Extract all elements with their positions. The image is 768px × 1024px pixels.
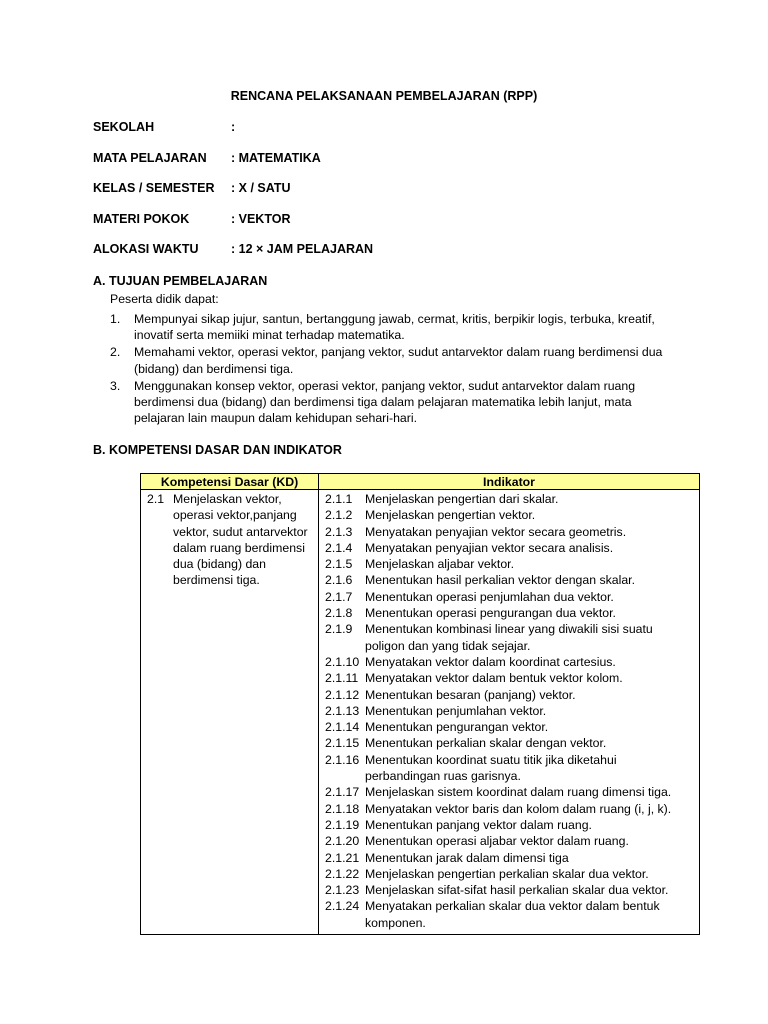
- kd-table: [140, 473, 700, 935]
- indicator-text: Menyatakan vektor baris dan kolom dalam ruang (i, j, k).: [365, 801, 672, 816]
- meta-value: : X / SATU: [231, 181, 291, 195]
- indicator-text: Menentukan hasil perkalian vektor dengan skalar.: [365, 573, 636, 588]
- section-b-heading: B. KOMPETENSI DASAR DAN INDIKATOR: [93, 443, 342, 457]
- indicator-text: Menentukan penjumlahan vektor.: [365, 703, 547, 718]
- page-title: RENCANA PELAKSANAAN PEMBELAJARAN (RPP): [230, 89, 538, 103]
- indicator-number: 2.1.19: [325, 817, 360, 832]
- indicator-item: [325, 833, 695, 849]
- indicator-number: 2.1.2: [325, 508, 353, 523]
- kd-item: [147, 491, 314, 589]
- indicator-item: [325, 556, 695, 572]
- table-row: [141, 490, 700, 935]
- indicator-number: 2.1.24: [325, 899, 360, 914]
- kd-text: Menjelaskan vektor, operasi vektor,panjang vektor, sudut antarvektor dalam ruang berdimensi dua (bidang) dan berdimensi tiga.: [173, 492, 308, 588]
- indicator-text: Menjelaskan pengertian dari skalar.: [365, 492, 559, 506]
- indicator-item: [325, 866, 695, 882]
- list-item-text: Mempunyai sikap jujur, santun, bertanggung jawab, cermat, kritis, berpikir logis, terbuka, kreatif, inovatif serta memiiki minat terhadap matematika.: [134, 312, 655, 343]
- indicator-item: [325, 817, 695, 833]
- indicator-number: 2.1.18: [325, 801, 360, 816]
- indicator-text: Menjelaskan pengertian perkalian skalar dua vektor.: [365, 866, 649, 881]
- indicator-number: 2.1.23: [325, 883, 360, 898]
- goals-list: [110, 311, 670, 427]
- indicator-number: 2.1.22: [325, 866, 360, 881]
- indicator-item: [325, 703, 695, 719]
- indicator-number: 2.1.13: [325, 703, 360, 718]
- indicator-item: [325, 735, 695, 751]
- indicator-number: 2.1.14: [325, 720, 360, 735]
- meta-label: SEKOLAH: [93, 120, 155, 134]
- indicator-item: [325, 507, 695, 523]
- section-a-intro: Peserta didik dapat:: [110, 292, 219, 306]
- indicator-cell: [319, 490, 700, 935]
- indicator-number: 2.1.16: [325, 752, 360, 767]
- list-item-number: 3.: [110, 378, 121, 393]
- indicator-number: 2.1.11: [325, 671, 359, 686]
- indicator-text: Menyatakan penyajian vektor secara geometris.: [365, 524, 627, 539]
- indicator-text: Menjelaskan sifat-sifat hasil perkalian skalar dua vektor.: [365, 883, 669, 898]
- indicator-item: [325, 540, 695, 556]
- indicator-number: 2.1.12: [325, 687, 360, 702]
- indicator-item: [325, 491, 695, 507]
- list-item: [110, 311, 670, 343]
- indicator-text: Menyatakan vektor dalam koordinat cartesius.: [365, 654, 616, 669]
- meta-value: : MATEMATIKA: [231, 151, 321, 165]
- indicator-item: [325, 670, 695, 686]
- indicator-text: Menentukan perkalian skalar dengan vektor.: [365, 736, 607, 751]
- indicator-item: [325, 621, 695, 654]
- indicator-text: Menentukan besaran (panjang) vektor.: [365, 687, 576, 702]
- indicator-item: [325, 784, 695, 800]
- indicator-item: [325, 687, 695, 703]
- kd-cell: [141, 490, 319, 935]
- list-item: [110, 378, 670, 427]
- indicator-text: Menyatakan perkalian skalar dua vektor dalam bentuk komponen.: [365, 899, 660, 930]
- indicator-text: Menentukan koordinat suatu titik jika diketahui perbandingan ruas garisnya.: [365, 752, 617, 784]
- meta-label: KELAS / SEMESTER: [93, 181, 215, 195]
- indicator-item: [325, 589, 695, 605]
- indicator-number: 2.1.8: [325, 606, 353, 621]
- indicator-item: [325, 654, 695, 670]
- indicator-text: Menentukan operasi aljabar vektor dalam ruang.: [365, 834, 629, 849]
- indicator-item: [325, 882, 695, 898]
- list-item-number: 2.: [110, 345, 121, 360]
- indicator-item: [325, 801, 695, 817]
- list-item: [110, 344, 670, 376]
- indicator-number: 2.1.7: [325, 589, 353, 604]
- indicator-text: Menentukan pengurangan vektor.: [365, 720, 549, 735]
- indicator-item: [325, 524, 695, 540]
- indicator-number: 2.1.1: [325, 492, 353, 506]
- indicator-number: 2.1.9: [325, 622, 353, 637]
- indicator-text: Menentukan kombinasi linear yang diwakili sisi suatu poligon dan yang tidak sejajar.: [365, 622, 653, 653]
- meta-label: MATA PELAJARAN: [93, 151, 207, 165]
- indicator-number: 2.1.4: [325, 540, 353, 555]
- indicator-number: 2.1.20: [325, 834, 360, 849]
- indicator-text: Menjelaskan sistem koordinat dalam ruang dimensi tiga.: [365, 785, 672, 800]
- indicator-list: [325, 491, 695, 931]
- meta-value: : 12 × JAM PELAJARAN: [231, 242, 374, 256]
- indicator-item: [325, 605, 695, 621]
- indicator-item: [325, 752, 695, 785]
- indicator-text: Menyatakan vektor dalam bentuk vektor kolom.: [365, 671, 623, 686]
- table-header-kd: Kompetensi Dasar (KD): [141, 474, 319, 490]
- indicator-number: 2.1.15: [325, 736, 360, 751]
- table-header-indikator: Indikator: [319, 474, 700, 490]
- meta-value: : VEKTOR: [231, 212, 291, 226]
- indicator-text: Menentukan jarak dalam dimensi tiga: [365, 850, 569, 865]
- indicator-text: Menentukan operasi penjumlahan dua vektor.: [365, 589, 614, 604]
- section-a-heading: A. TUJUAN PEMBELAJARAN: [93, 274, 268, 288]
- indicator-text: Menjelaskan aljabar vektor.: [365, 557, 515, 572]
- meta-label: MATERI POKOK: [93, 212, 190, 226]
- indicator-text: Menyatakan penyajian vektor secara analisis.: [365, 540, 614, 555]
- indicator-number: 2.1.5: [325, 557, 353, 572]
- indicator-number: 2.1.21: [325, 850, 360, 865]
- kd-number: 2.1: [147, 492, 165, 506]
- list-item-text: Menggunakan konsep vektor, operasi vektor, panjang vektor, sudut antarvektor dalam ruang berdimensi dua (bidang) dan berdimensi tiga dalam pelajaran matematika lebih lanjut, mata pelajaran lain maupun dalam kehidupan sehari-hari.: [134, 378, 636, 426]
- meta-label: ALOKASI WAKTU: [93, 242, 199, 256]
- indicator-item: [325, 898, 695, 931]
- list-item-number: 1.: [110, 312, 121, 326]
- list-item-text: Memahami vektor, operasi vektor, panjang vektor, sudut antarvektor dalam ruang berdimensi dua (bidang) dan berdimensi tiga.: [134, 345, 663, 376]
- indicator-text: Menentukan operasi pengurangan dua vektor.: [365, 606, 616, 621]
- indicator-item: [325, 850, 695, 866]
- indicator-text: Menjelaskan pengertian vektor.: [365, 508, 536, 523]
- meta-value: :: [231, 120, 236, 134]
- indicator-item: [325, 572, 695, 588]
- table-header-row: [141, 474, 700, 490]
- indicator-number: 2.1.3: [325, 524, 353, 539]
- indicator-text: Menentukan panjang vektor dalam ruang.: [365, 817, 592, 832]
- indicator-number: 2.1.6: [325, 573, 353, 588]
- indicator-item: [325, 719, 695, 735]
- indicator-number: 2.1.17: [325, 785, 360, 800]
- indicator-number: 2.1.10: [325, 654, 360, 669]
